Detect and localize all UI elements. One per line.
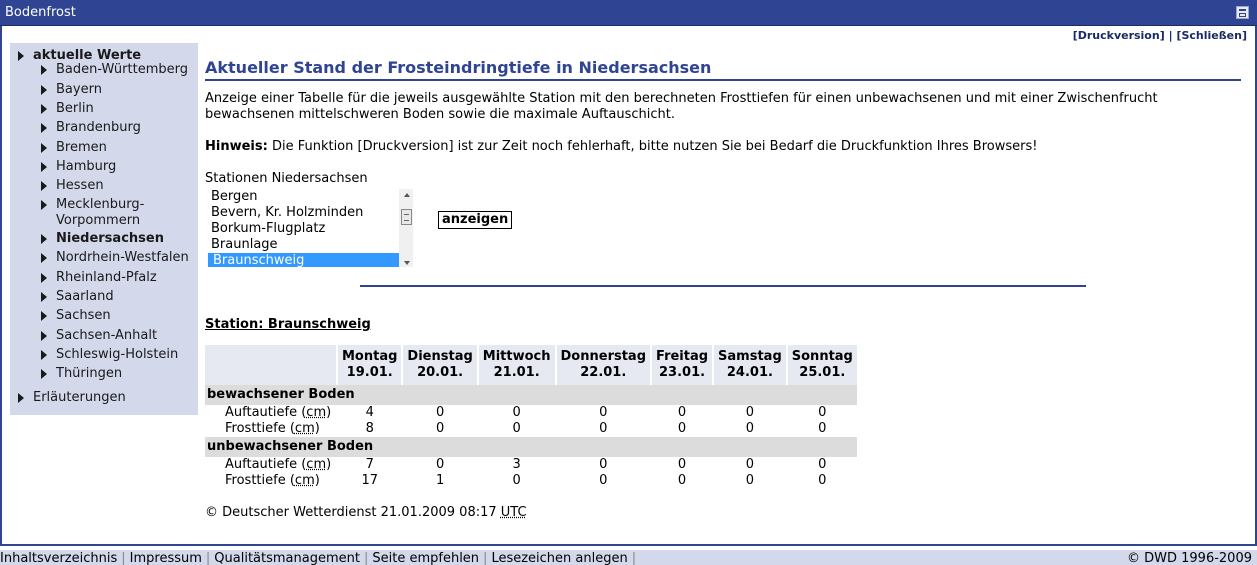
triangle-right-icon bbox=[41, 369, 47, 379]
table-row bbox=[205, 405, 857, 421]
triangle-right-icon bbox=[18, 393, 24, 403]
table-cell: 3 bbox=[512, 457, 521, 472]
table-cell: 4 bbox=[365, 405, 374, 420]
sidebar-item-label-line1: Mecklenburg- bbox=[56, 197, 145, 212]
sidebar-item-label: Niedersachsen bbox=[56, 231, 164, 246]
table-header-day: Sonntag 25.01. bbox=[788, 345, 857, 385]
footer-separator: | bbox=[631, 551, 637, 565]
triangle-right-icon bbox=[18, 51, 24, 61]
table-cell: 0 bbox=[745, 421, 755, 436]
link-separator: | bbox=[1168, 29, 1173, 42]
triangle-right-icon bbox=[41, 292, 47, 302]
footer-separator: | bbox=[205, 551, 211, 565]
triangle-right-icon bbox=[41, 311, 47, 321]
frost-depth-table bbox=[203, 345, 859, 489]
window-titlebar bbox=[0, 0, 1257, 26]
sidebar-item-label: Berlin bbox=[56, 101, 94, 116]
sidebar-item-label: Rheinland-Pfalz bbox=[56, 270, 157, 285]
row-label: Frosttiefe (cm) bbox=[225, 421, 320, 436]
triangle-right-icon bbox=[41, 200, 47, 210]
table-cell: 0 bbox=[512, 405, 521, 420]
triangle-right-icon bbox=[41, 350, 47, 360]
sidebar-item-label: Hessen bbox=[56, 178, 104, 193]
table-header-day: Montag 19.01. bbox=[338, 345, 401, 385]
station-option[interactable]: Bevern, Kr. Holzminden bbox=[211, 205, 364, 220]
station-option[interactable]: Bergen bbox=[211, 189, 258, 204]
scroll-up-arrow-icon[interactable] bbox=[404, 193, 410, 197]
footer bbox=[0, 550, 1257, 565]
table-row bbox=[205, 457, 857, 473]
table-cell: 0 bbox=[677, 473, 687, 488]
footer-link-bookmark[interactable]: Lesezeichen anlegen bbox=[491, 551, 628, 565]
table-cell: 0 bbox=[745, 405, 755, 420]
table-header-day: Freitag 23.01. bbox=[652, 345, 712, 385]
station-select-label: Stationen Niedersachsen bbox=[205, 171, 368, 186]
table-section-label: unbewachsener Boden bbox=[205, 437, 857, 457]
copyright-text: © Deutscher Wetterdienst 21.01.2009 08:17 bbox=[205, 505, 501, 520]
top-links bbox=[1073, 29, 1247, 42]
sidebar-item-label: Baden-Württemberg bbox=[56, 62, 188, 77]
copyright-note bbox=[205, 505, 527, 520]
sidebar-item-label: Hamburg bbox=[56, 159, 117, 174]
window-title: Bodenfrost bbox=[5, 5, 76, 20]
sidebar-item-label: Brandenburg bbox=[56, 120, 141, 135]
triangle-right-icon bbox=[41, 234, 47, 244]
sidebar-item-label: Erläuterungen bbox=[33, 390, 126, 405]
sidebar-item-label: Sachsen bbox=[56, 308, 111, 323]
triangle-right-icon bbox=[41, 85, 47, 95]
table-cell: 0 bbox=[512, 473, 521, 488]
station-option[interactable]: Borkum-Flugplatz bbox=[211, 221, 326, 236]
triangle-right-icon bbox=[41, 104, 47, 114]
sidebar-item-label: Saarland bbox=[56, 289, 114, 304]
sidebar-item-label: Bremen bbox=[56, 140, 107, 155]
footer-link-recommend[interactable]: Seite empfehlen bbox=[372, 551, 480, 565]
triangle-right-icon bbox=[41, 253, 47, 263]
table-cell: 7 bbox=[365, 457, 374, 472]
timezone-abbr: UTC bbox=[500, 505, 527, 520]
table-section-label: bewachsener Boden bbox=[205, 385, 857, 405]
table-cell: 8 bbox=[365, 421, 374, 436]
table-row bbox=[205, 421, 857, 437]
sidebar-item-label: Thüringen bbox=[56, 366, 123, 381]
table-cell: 0 bbox=[745, 457, 755, 472]
triangle-right-icon bbox=[41, 181, 47, 191]
table-cell: 0 bbox=[677, 421, 687, 436]
hint-body: Die Funktion [Druckversion] ist zur Zeit noch fehlerhaft, bitte nutzen Sie bei Bedarf die Druckfunktion Ihres Browsers! bbox=[267, 139, 1038, 154]
table-header-empty bbox=[205, 345, 336, 385]
hint-label: Hinweis: bbox=[205, 139, 268, 154]
hint-text bbox=[205, 139, 1245, 154]
table-cell: 0 bbox=[677, 405, 687, 420]
table-cell: 17 bbox=[361, 473, 378, 488]
table-cell: 0 bbox=[818, 405, 827, 420]
table-cell: 0 bbox=[599, 405, 608, 420]
table-section-row bbox=[205, 385, 857, 405]
sidebar-item-label: Bayern bbox=[56, 82, 102, 97]
sidebar bbox=[10, 43, 198, 415]
footer-link-contents[interactable]: Inhaltsverzeichnis bbox=[0, 551, 118, 565]
table-cell: 0 bbox=[435, 421, 445, 436]
table-cell: 0 bbox=[745, 473, 755, 488]
station-option-selected[interactable]: Braunschweig bbox=[208, 253, 399, 268]
sidebar-item-label: Nordrhein-Westfalen bbox=[56, 250, 189, 265]
row-label: Auftautiefe (cm) bbox=[225, 405, 332, 420]
footer-link-quality[interactable]: Qualitätsmanagement bbox=[214, 551, 360, 565]
table-cell: 0 bbox=[818, 457, 827, 472]
close-link[interactable]: [Schließen] bbox=[1176, 29, 1247, 42]
table-cell: 0 bbox=[435, 405, 445, 420]
sidebar-item-label-line2: Vorpommern bbox=[56, 213, 141, 228]
table-cell: 0 bbox=[512, 421, 521, 436]
row-label: Auftautiefe (cm) bbox=[225, 457, 332, 472]
triangle-right-icon bbox=[41, 65, 47, 75]
table-cell: 0 bbox=[818, 473, 827, 488]
station-heading: Station: Braunschweig bbox=[205, 317, 371, 332]
footer-link-imprint[interactable]: Impressum bbox=[129, 551, 202, 565]
footer-separator: | bbox=[121, 551, 126, 565]
triangle-right-icon bbox=[41, 143, 47, 153]
triangle-right-icon bbox=[41, 123, 47, 133]
sidebar-item-label: Sachsen-Anhalt bbox=[56, 328, 158, 343]
table-header-day: Mittwoch 21.01. bbox=[479, 345, 555, 385]
table-cell: 0 bbox=[599, 457, 608, 472]
table-cell: 0 bbox=[435, 457, 445, 472]
intro-text: Anzeige einer Tabelle für die jeweils ausgewählte Station mit den berechneten Frosttiefen für einen unbewachsenen und mit einer Zwischenfrucht bewachsenen mittelschweren Boden sowie die maximale Auftauschicht. bbox=[205, 91, 1158, 122]
window-menu-icon[interactable] bbox=[1236, 6, 1249, 19]
triangle-right-icon bbox=[41, 162, 47, 172]
row-label: Frosttiefe (cm) bbox=[225, 473, 320, 488]
print-version-link[interactable]: [Druckversion] bbox=[1072, 29, 1165, 42]
sidebar-section-label: aktuelle Werte bbox=[33, 48, 142, 63]
station-option[interactable]: Braunlage bbox=[211, 237, 278, 252]
station-list-scrollbar[interactable] bbox=[399, 189, 414, 268]
table-cell: 1 bbox=[435, 473, 445, 488]
footer-copyright: © DWD 1996-2009 bbox=[1127, 551, 1252, 565]
table-header-day: Samstag 24.01. bbox=[714, 345, 786, 385]
table-header-day: Dienstag 20.01. bbox=[403, 345, 476, 385]
page-title: Aktueller Stand der Frosteindringtiefe in Niedersachsen bbox=[205, 58, 1241, 81]
table-row bbox=[205, 473, 857, 489]
table-header-day: Donnerstag 22.01. bbox=[557, 345, 651, 385]
table-cell: 0 bbox=[599, 421, 608, 436]
table-cell: 0 bbox=[818, 421, 827, 436]
sidebar-item-label: Schleswig-Holstein bbox=[56, 347, 179, 362]
footer-separator: | bbox=[363, 551, 369, 565]
scroll-thumb[interactable] bbox=[401, 209, 412, 225]
table-cell: 0 bbox=[599, 473, 608, 488]
footer-separator: | bbox=[483, 551, 488, 565]
section-divider bbox=[360, 285, 1086, 287]
show-button[interactable]: anzeigen bbox=[438, 211, 512, 229]
triangle-right-icon bbox=[41, 331, 47, 341]
triangle-right-icon bbox=[41, 273, 47, 283]
station-listbox[interactable] bbox=[205, 188, 414, 268]
scroll-down-arrow-icon[interactable] bbox=[404, 261, 410, 265]
table-section-row bbox=[205, 437, 857, 457]
footer-links bbox=[0, 551, 640, 565]
table-cell: 0 bbox=[677, 457, 687, 472]
